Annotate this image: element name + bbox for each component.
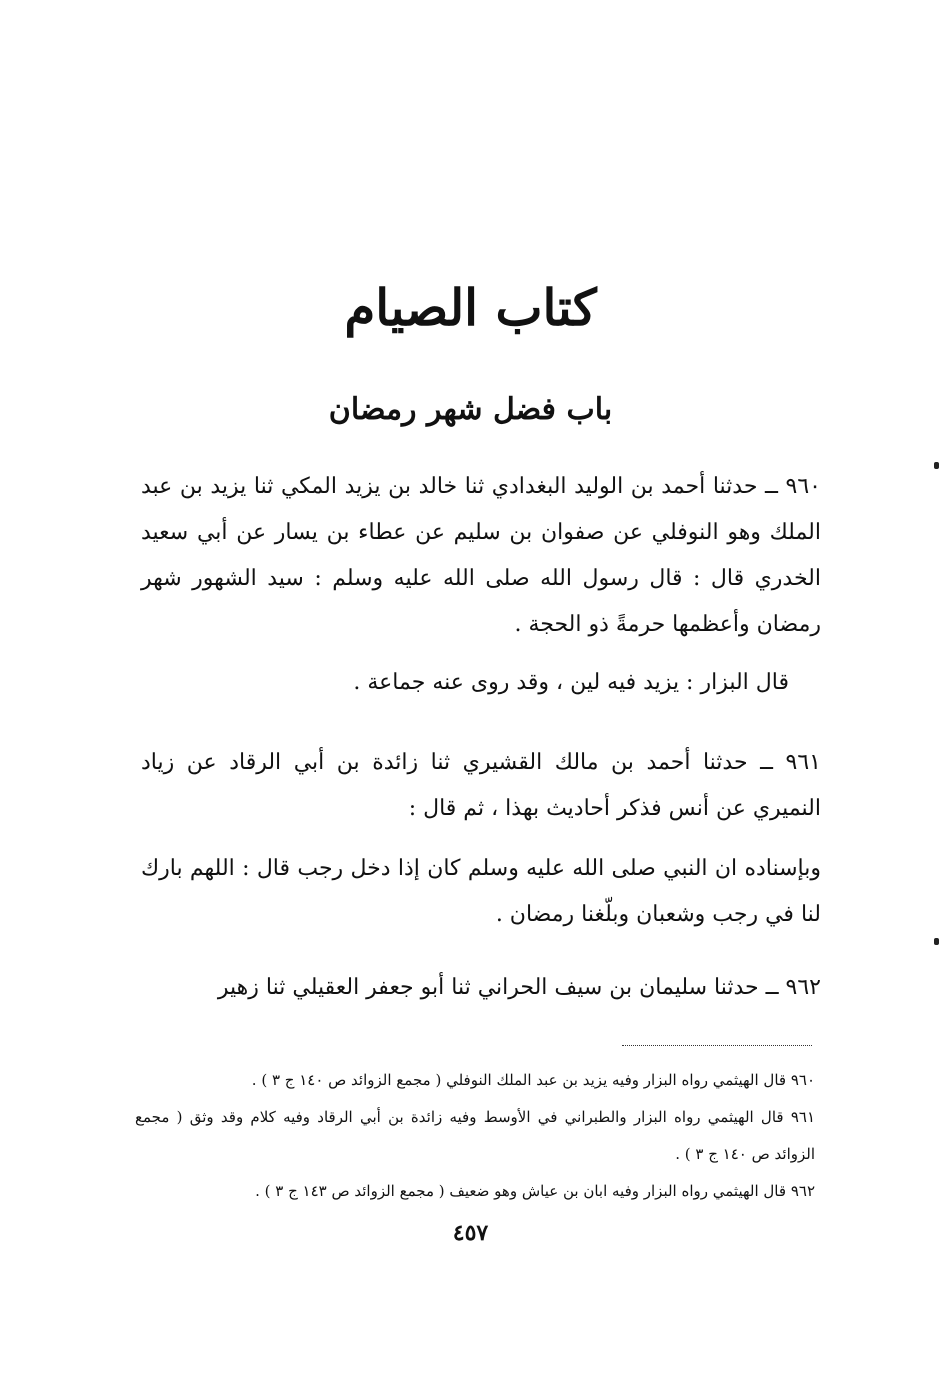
margin-mark-bottom	[934, 938, 939, 945]
margin-mark-top	[934, 462, 939, 469]
hadith-960: ٩٦٠ ــ حدثنا أحمد بن الوليد البغدادي ثنا خالد بن يزيد المكي ثنا يزيد بن عبد الملك وهو النوفلي عن صفوان بن سليم عن عطاء بن يسار عن أبي سعيد الخدري قال : قال رسول الله صلى الله عليه وسلم : سيد الشهور شهر رمضان وأعظمها حرمةً ذو الحجة .	[141, 474, 821, 637]
bazzar-comment: قال البزار : يزيد فيه لين ، وقد روى عنه جماعة .	[353, 670, 789, 695]
footnote-960: ٩٦٠ قال الهيثمي رواه البزار وفيه يزيد بن عبد الملك النوفلي ( مجمع الزوائد ص ١٤٠ ج ٣ ) .	[251, 1071, 815, 1089]
chapter-title: باب فضل شهر رمضان	[328, 392, 613, 427]
book-title: كتاب الصيام	[344, 278, 597, 337]
page-number: ٤٥٧	[452, 1220, 489, 1246]
footnote-962: ٩٦٢ قال الهيثمي رواه البزار وفيه ابان بن عياش وهو ضعيف ( مجمع الزوائد ص ١٤٣ ج ٣ ) .	[255, 1182, 815, 1200]
hadith-961-continuation: وبإسناده ان النبي صلى الله عليه وسلم كان إذا دخل رجب قال : اللهم بارك لنا في رجب وشعبان وبلّغنا رمضان .	[141, 856, 821, 927]
hadith-961: ٩٦١ ــ حدثنا أحمد بن مالك القشيري ثنا زائدة بن أبي الرقاد عن زياد النميري عن أنس فذكر أحاديث بهذا ، ثم قال :	[141, 750, 821, 821]
footnote-961: ٩٦١ قال الهيثمي رواه البزار والطبراني في الأوسط وفيه زائدة بن أبي الرقاد وفيه كلام وقد وثق ( مجمع الزوائد ص ١٤٠ ج ٣ ) .	[135, 1108, 815, 1163]
footnotes	[135, 1062, 815, 1210]
footnote-separator	[622, 1045, 812, 1046]
hadith-962: ٩٦٢ ــ حدثنا سليمان بن سيف الحراني ثنا أبو جعفر العقيلي ثنا زهير	[217, 975, 821, 1000]
